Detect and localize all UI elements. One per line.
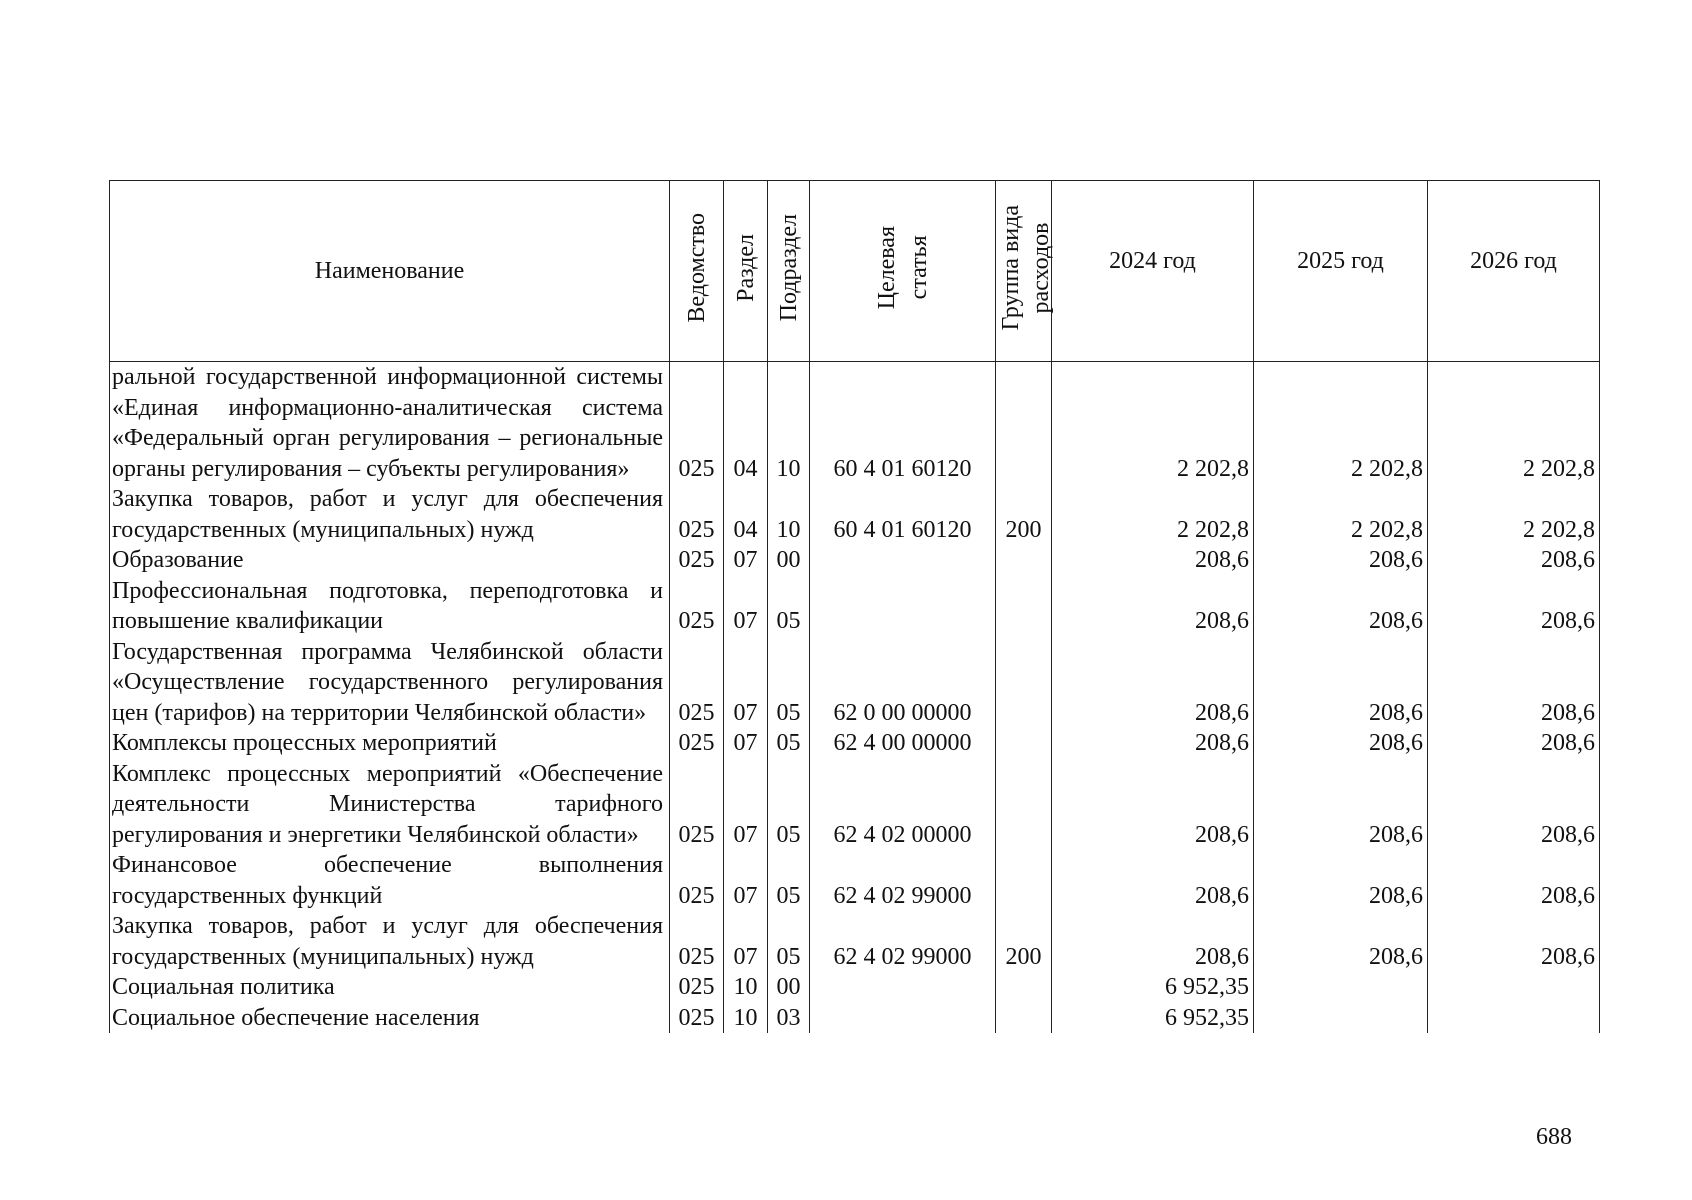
cell-name: ральной государственной информационной системы «Единая информационно-аналитическая система «Федеральный орган регулирования – региональные органы регулирования – субъекты регулирования» xyxy=(110,362,670,485)
header-name: Наименование xyxy=(110,181,670,362)
cell-vedomstvo: 025 xyxy=(670,545,724,576)
cell-vedomstvo: 025 xyxy=(670,759,724,851)
cell-2024: 6 952,35 xyxy=(1052,1003,1254,1034)
cell-gruppa-vida xyxy=(996,545,1052,576)
cell-2024: 6 952,35 xyxy=(1052,972,1254,1003)
table-row xyxy=(110,637,1600,729)
table-row xyxy=(110,545,1600,576)
cell-razdel: 04 xyxy=(724,362,768,485)
cell-podrazdel: 05 xyxy=(768,576,810,637)
cell-name: Образование xyxy=(110,545,670,576)
table-header xyxy=(110,181,1600,362)
cell-gruppa-vida xyxy=(996,362,1052,485)
cell-2024: 208,6 xyxy=(1052,850,1254,911)
cell-2024: 208,6 xyxy=(1052,576,1254,637)
cell-razdel: 10 xyxy=(724,1003,768,1034)
cell-name: Закупка товаров, работ и услуг для обеспечения государственных (муниципальных) нужд xyxy=(110,911,670,972)
cell-podrazdel: 00 xyxy=(768,972,810,1003)
cell-razdel: 07 xyxy=(724,850,768,911)
cell-name: Комплекс процессных мероприятий «Обеспечение деятельности Министерства тарифного регулирования и энергетики Челябинской области» xyxy=(110,759,670,851)
table-row xyxy=(110,728,1600,759)
cell-podrazdel: 10 xyxy=(768,362,810,485)
header-vedomstvo: Ведомство xyxy=(670,181,724,362)
cell-podrazdel: 05 xyxy=(768,728,810,759)
cell-razdel: 07 xyxy=(724,637,768,729)
cell-razdel: 07 xyxy=(724,759,768,851)
table-row xyxy=(110,362,1600,485)
cell-2024: 208,6 xyxy=(1052,911,1254,972)
cell-2024: 208,6 xyxy=(1052,759,1254,851)
cell-razdel: 07 xyxy=(724,728,768,759)
cell-celevaya-statya: 62 4 02 00000 xyxy=(810,759,996,851)
cell-razdel: 07 xyxy=(724,911,768,972)
cell-podrazdel: 05 xyxy=(768,911,810,972)
cell-gruppa-vida xyxy=(996,728,1052,759)
cell-2025: 2 202,8 xyxy=(1254,362,1428,485)
cell-celevaya-statya xyxy=(810,576,996,637)
cell-razdel: 10 xyxy=(724,972,768,1003)
cell-2026: 208,6 xyxy=(1428,728,1600,759)
cell-vedomstvo: 025 xyxy=(670,1003,724,1034)
cell-2024: 2 202,8 xyxy=(1052,362,1254,485)
cell-vedomstvo: 025 xyxy=(670,362,724,485)
cell-razdel: 07 xyxy=(724,576,768,637)
cell-podrazdel: 05 xyxy=(768,637,810,729)
table-row xyxy=(110,759,1600,851)
cell-vedomstvo: 025 xyxy=(670,637,724,729)
table-row xyxy=(110,972,1600,1003)
cell-gruppa-vida xyxy=(996,850,1052,911)
cell-gruppa-vida xyxy=(996,972,1052,1003)
cell-2026: 2 202,8 xyxy=(1428,484,1600,545)
cell-celevaya-statya xyxy=(810,1003,996,1034)
cell-2026: 208,6 xyxy=(1428,545,1600,576)
header-gruppa-vida-rashodov: Группа вида расходов xyxy=(996,181,1052,362)
cell-2024: 208,6 xyxy=(1052,637,1254,729)
cell-2024: 2 202,8 xyxy=(1052,484,1254,545)
cell-celevaya-statya: 60 4 01 60120 xyxy=(810,362,996,485)
page-number: 688 xyxy=(1536,1124,1572,1150)
cell-celevaya-statya: 62 4 00 00000 xyxy=(810,728,996,759)
cell-vedomstvo: 025 xyxy=(670,484,724,545)
cell-vedomstvo: 025 xyxy=(670,576,724,637)
cell-name: Профессиональная подготовка, переподготовка и повышение квалификации xyxy=(110,576,670,637)
cell-2025 xyxy=(1254,1003,1428,1034)
budget-table xyxy=(109,180,1600,1033)
cell-name: Закупка товаров, работ и услуг для обеспечения государственных (муниципальных) нужд xyxy=(110,484,670,545)
cell-podrazdel: 00 xyxy=(768,545,810,576)
cell-2026: 208,6 xyxy=(1428,637,1600,729)
cell-celevaya-statya: 62 4 02 99000 xyxy=(810,850,996,911)
cell-name: Государственная программа Челябинской области «Осуществление государственного регулирования цен (тарифов) на территории Челябинской области» xyxy=(110,637,670,729)
table-body xyxy=(110,362,1600,1034)
cell-2026 xyxy=(1428,1003,1600,1034)
cell-2025: 208,6 xyxy=(1254,576,1428,637)
table-row xyxy=(110,576,1600,637)
cell-name: Социальная политика xyxy=(110,972,670,1003)
cell-2025: 2 202,8 xyxy=(1254,484,1428,545)
cell-gruppa-vida xyxy=(996,1003,1052,1034)
cell-gruppa-vida xyxy=(996,759,1052,851)
cell-podrazdel: 03 xyxy=(768,1003,810,1034)
header-razdel: Раздел xyxy=(724,181,768,362)
cell-2026: 208,6 xyxy=(1428,850,1600,911)
cell-celevaya-statya: 60 4 01 60120 xyxy=(810,484,996,545)
cell-gruppa-vida: 200 xyxy=(996,911,1052,972)
cell-celevaya-statya xyxy=(810,545,996,576)
header-2024: 2024 год xyxy=(1052,181,1254,362)
cell-podrazdel: 10 xyxy=(768,484,810,545)
header-2025: 2025 год xyxy=(1254,181,1428,362)
cell-vedomstvo: 025 xyxy=(670,911,724,972)
cell-2025 xyxy=(1254,972,1428,1003)
cell-vedomstvo: 025 xyxy=(670,728,724,759)
table-row xyxy=(110,484,1600,545)
header-celevaya-statya: Целевая статья xyxy=(810,181,996,362)
table-row xyxy=(110,850,1600,911)
cell-2025: 208,6 xyxy=(1254,545,1428,576)
cell-2025: 208,6 xyxy=(1254,759,1428,851)
cell-celevaya-statya: 62 4 02 99000 xyxy=(810,911,996,972)
cell-2026 xyxy=(1428,972,1600,1003)
cell-vedomstvo: 025 xyxy=(670,972,724,1003)
cell-name: Комплексы процессных мероприятий xyxy=(110,728,670,759)
cell-2025: 208,6 xyxy=(1254,911,1428,972)
cell-name: Финансовое обеспечение выполнения государственных функций xyxy=(110,850,670,911)
cell-name: Социальное обеспечение населения xyxy=(110,1003,670,1034)
cell-2025: 208,6 xyxy=(1254,728,1428,759)
cell-2025: 208,6 xyxy=(1254,637,1428,729)
cell-podrazdel: 05 xyxy=(768,850,810,911)
cell-razdel: 07 xyxy=(724,545,768,576)
cell-razdel: 04 xyxy=(724,484,768,545)
cell-gruppa-vida xyxy=(996,576,1052,637)
cell-2026: 2 202,8 xyxy=(1428,362,1600,485)
cell-gruppa-vida: 200 xyxy=(996,484,1052,545)
cell-celevaya-statya: 62 0 00 00000 xyxy=(810,637,996,729)
cell-vedomstvo: 025 xyxy=(670,850,724,911)
header-podrazdel: Подраздел xyxy=(768,181,810,362)
cell-celevaya-statya xyxy=(810,972,996,1003)
header-2026: 2026 год xyxy=(1428,181,1600,362)
cell-2024: 208,6 xyxy=(1052,545,1254,576)
cell-2026: 208,6 xyxy=(1428,576,1600,637)
table-row xyxy=(110,911,1600,972)
table-row xyxy=(110,1003,1600,1034)
cell-2025: 208,6 xyxy=(1254,850,1428,911)
cell-podrazdel: 05 xyxy=(768,759,810,851)
cell-2026: 208,6 xyxy=(1428,759,1600,851)
cell-2024: 208,6 xyxy=(1052,728,1254,759)
cell-2026: 208,6 xyxy=(1428,911,1600,972)
cell-gruppa-vida xyxy=(996,637,1052,729)
